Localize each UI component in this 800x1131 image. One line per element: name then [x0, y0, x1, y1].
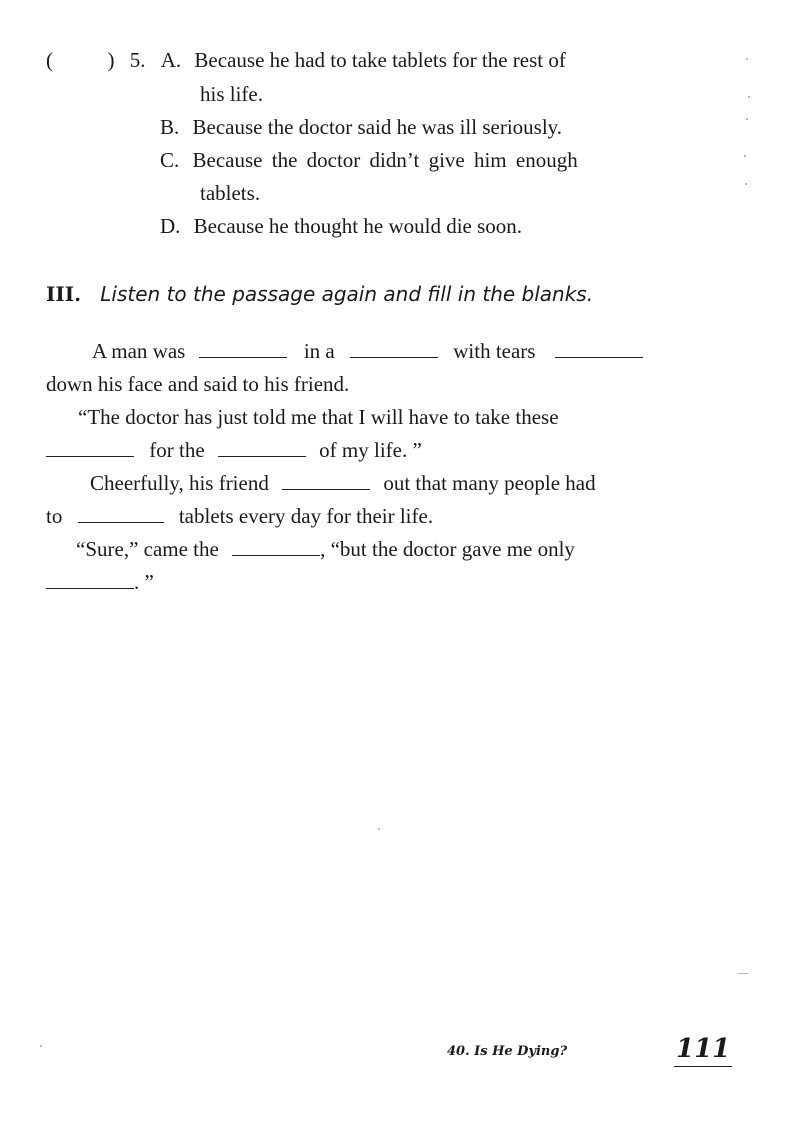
question-5-line-a	[46, 47, 566, 73]
passage-text: A man was	[92, 339, 186, 363]
passage-text: , “but the doctor gave me only	[320, 537, 575, 561]
fill-blank-5[interactable]	[218, 438, 306, 457]
scan-speck	[746, 118, 748, 120]
option-c	[160, 147, 578, 173]
footer-chapter-title: 40. Is He Dying?	[447, 1044, 568, 1059]
passage-text: of my life. ”	[319, 438, 422, 462]
fill-blank-4[interactable]	[46, 438, 134, 457]
option-b-text: Because the doctor said he was ill seriously.	[192, 115, 563, 139]
passage-text: with tears	[453, 339, 536, 363]
scan-speck	[748, 96, 750, 98]
option-a-text: Because he had to take tablets for the rest of	[194, 48, 566, 72]
option-a-text-cont: his life.	[200, 82, 263, 106]
option-b-letter: B.	[160, 115, 180, 139]
option-c-text-cont: tablets.	[200, 181, 261, 205]
scan-speck	[738, 973, 748, 974]
passage-line-7	[76, 536, 575, 562]
passage-line-1	[92, 338, 643, 364]
passage-text: out that many people had	[383, 471, 596, 495]
option-c-text: Because the doctor didn’t give him enough	[192, 148, 578, 172]
passage-text: . ”	[134, 570, 154, 594]
passage-line-4	[46, 437, 422, 463]
passage-line-3: “The doctor has just told me that I will have to take these	[78, 405, 559, 429]
passage-text: to	[46, 504, 63, 528]
passage-line-6	[46, 503, 433, 529]
scan-speck	[744, 155, 746, 157]
scan-speck	[745, 183, 747, 185]
answer-bracket-close: )	[107, 48, 115, 72]
passage-line-5	[90, 470, 596, 496]
option-d-text: Because he thought he would die soon.	[193, 214, 523, 238]
fill-blank-1[interactable]	[199, 339, 287, 358]
passage-text: “Sure,” came the	[76, 537, 219, 561]
scan-speck	[746, 58, 748, 60]
passage-line-2: down his face and said to his friend.	[46, 372, 350, 396]
option-a-letter: A.	[160, 48, 182, 72]
fill-blank-2[interactable]	[350, 339, 438, 358]
passage-text: in a	[303, 339, 335, 363]
option-b	[160, 114, 562, 140]
passage-text: for the	[149, 438, 205, 462]
section-heading	[46, 280, 593, 308]
passage-line-8	[46, 569, 154, 595]
scan-speck	[40, 1045, 42, 1047]
page-number: 111	[674, 1032, 732, 1067]
question-number: 5.	[129, 48, 146, 72]
option-d	[160, 213, 522, 239]
fill-blank-3[interactable]	[555, 339, 643, 358]
scan-speck	[378, 828, 380, 830]
section-instruction: Listen to the passage again and fill in the blanks.	[100, 282, 594, 306]
option-d-letter: D.	[160, 214, 181, 238]
fill-blank-9[interactable]	[46, 570, 134, 589]
passage-text: tablets every day for their life.	[178, 504, 434, 528]
passage-text: Cheerfully, his friend	[90, 471, 269, 495]
answer-bracket-open: (	[46, 48, 53, 72]
option-c-letter: C.	[160, 148, 180, 172]
fill-blank-8[interactable]	[232, 537, 320, 556]
fill-blank-6[interactable]	[282, 471, 370, 490]
section-numeral: III.	[46, 282, 82, 306]
fill-blank-7[interactable]	[78, 504, 164, 523]
